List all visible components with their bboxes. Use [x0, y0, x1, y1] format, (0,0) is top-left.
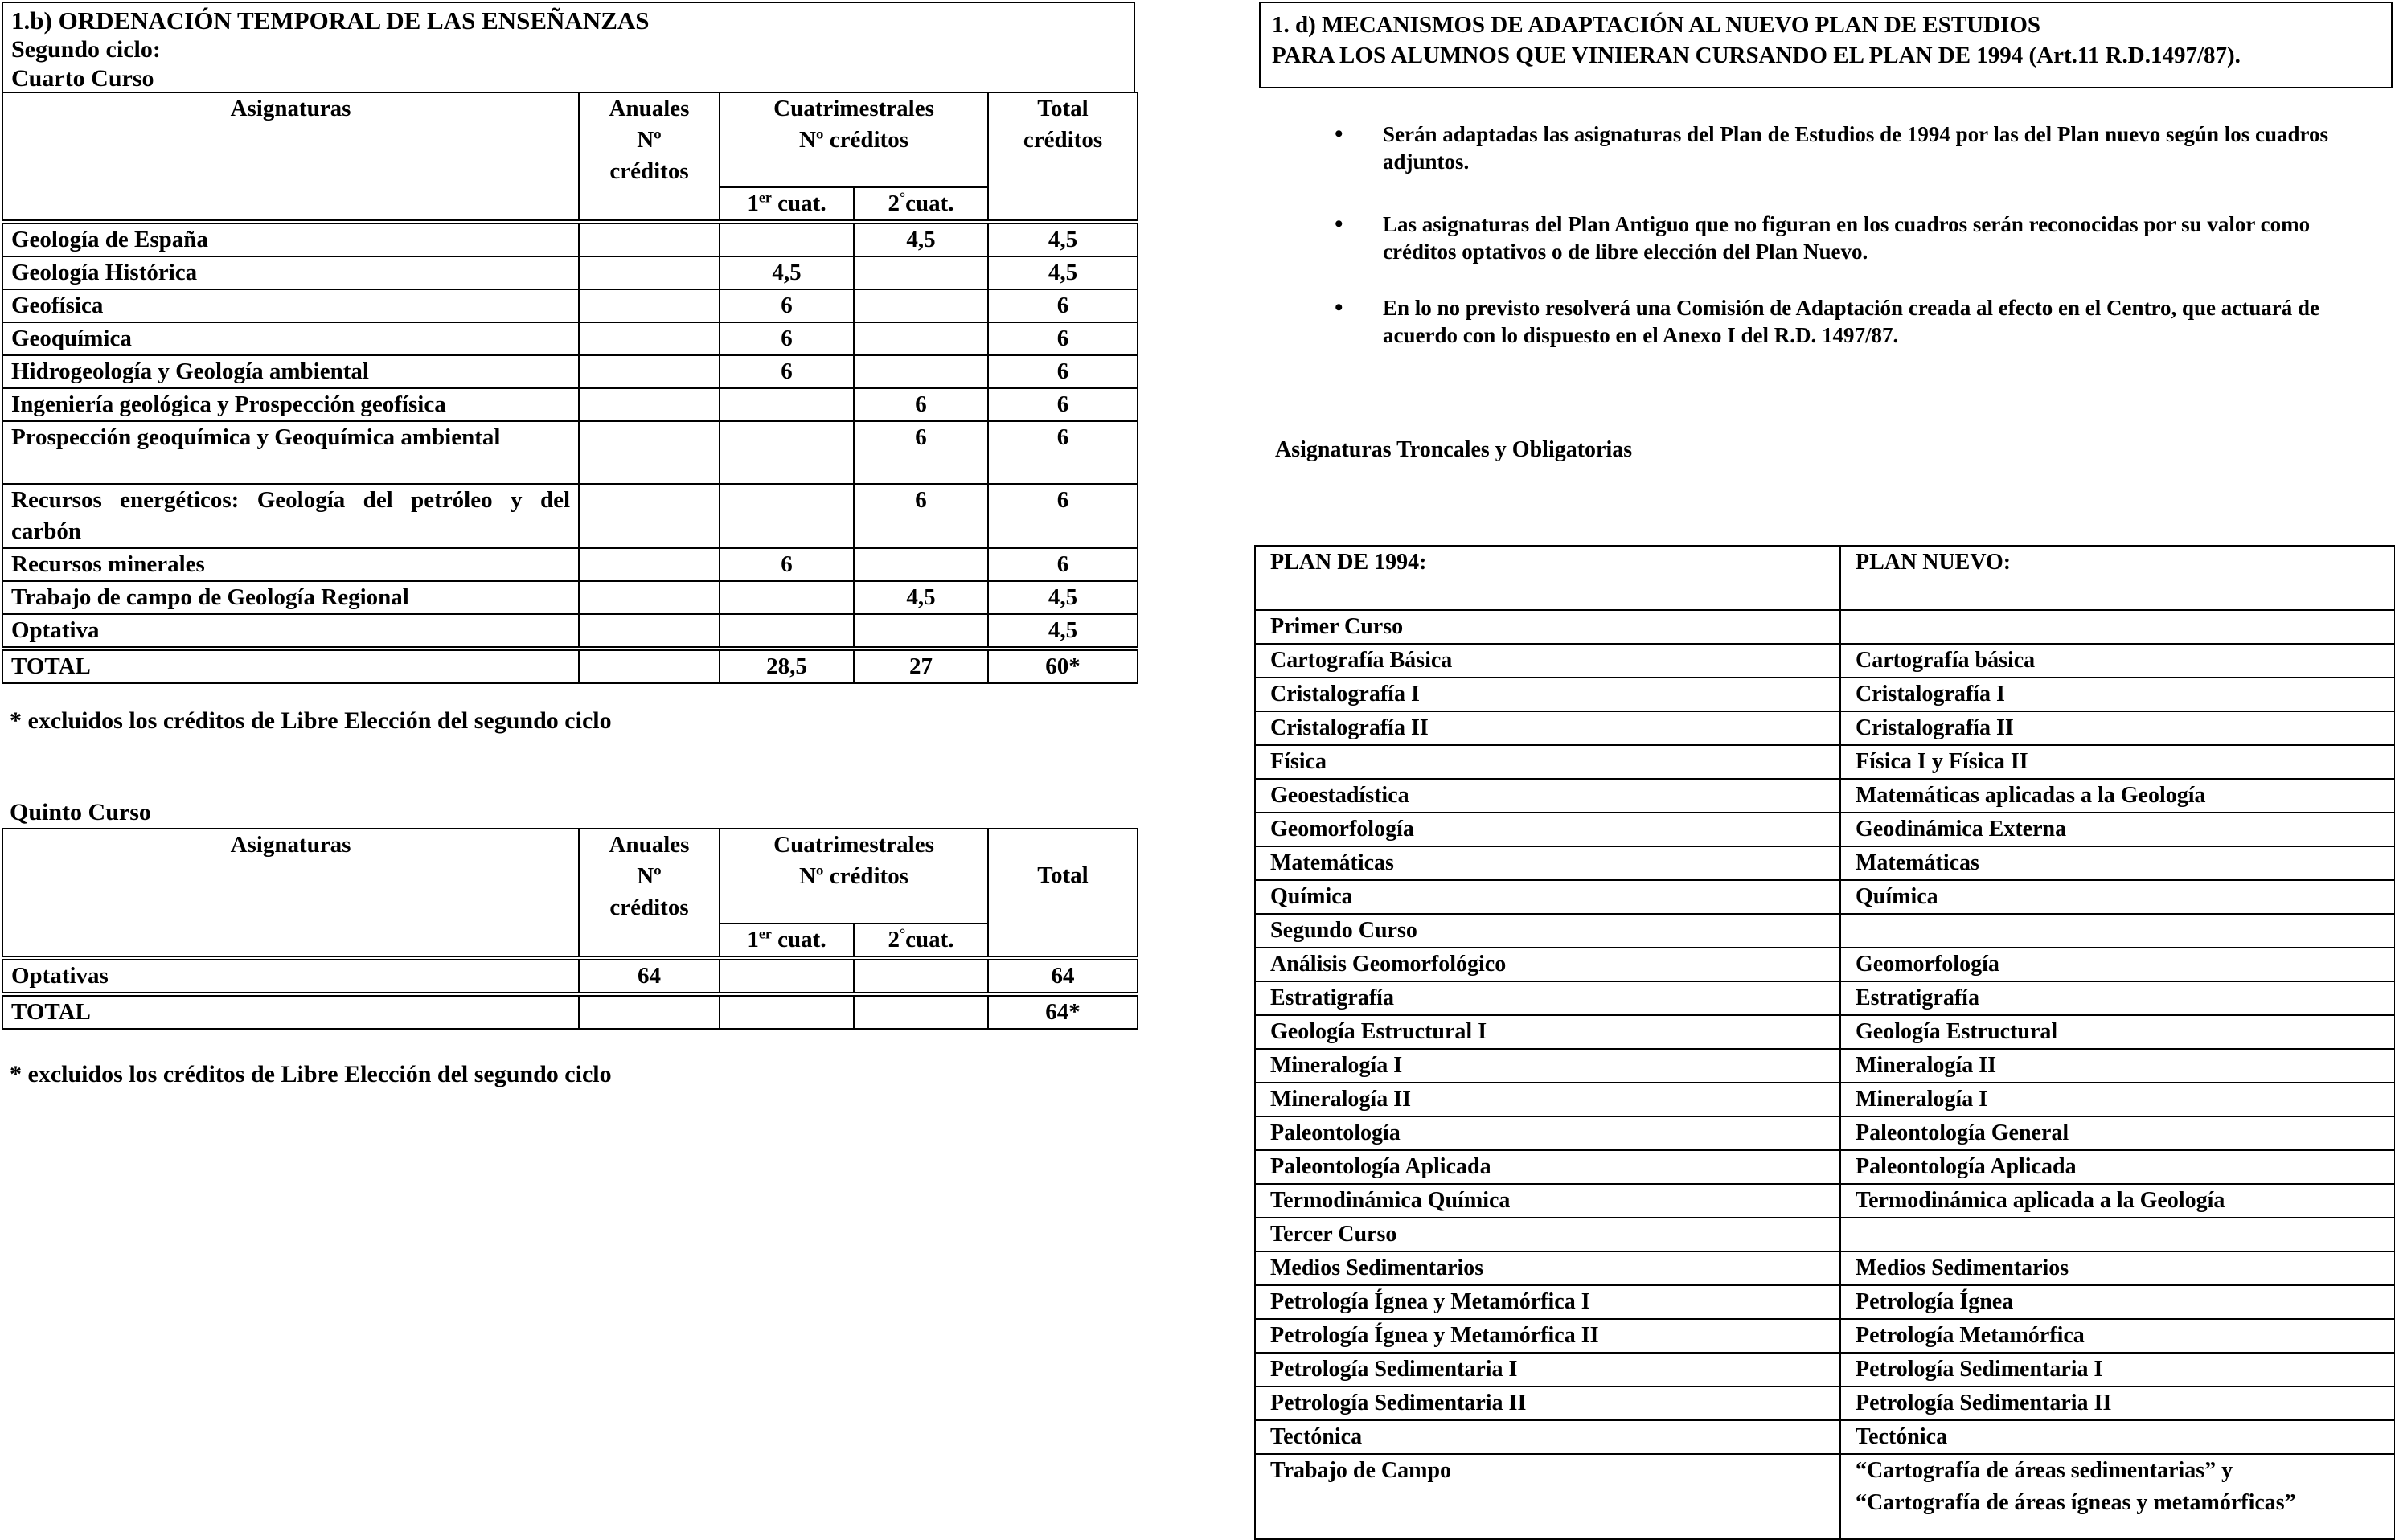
anual-cell: [579, 289, 720, 322]
col-header-total: Total: [988, 829, 1138, 958]
anual-cell: 64: [579, 958, 720, 994]
total-label: TOTAL: [2, 649, 579, 683]
c2-cell: [854, 548, 988, 581]
col-header-asignaturas: Asignaturas: [2, 92, 579, 222]
subject-cell: Trabajo de campo de Geología Regional: [2, 581, 579, 614]
table-row: [2, 388, 1138, 421]
anual-cell: [579, 581, 720, 614]
new-subject: Física I y Física II: [1840, 745, 2395, 779]
table-row: [1255, 1420, 2395, 1454]
col-header-cuatrimestrales: Cuatrimestrales Nº créditos: [720, 829, 988, 924]
total-c1: 28,5: [720, 649, 854, 683]
new-subject: Geodinámica Externa: [1840, 813, 2395, 846]
bullet-dot-icon: •: [1335, 211, 1343, 237]
old-subject: Geomorfología: [1255, 813, 1840, 846]
c1-cell: [720, 958, 854, 994]
total-cell: 4,5: [988, 222, 1138, 256]
table-row: [2, 548, 1138, 581]
c2-cell: 6: [854, 421, 988, 484]
new-subject: Paleontología Aplicada: [1840, 1150, 2395, 1184]
old-subject: Cristalografía I: [1255, 678, 1840, 711]
new-subject: Química: [1840, 880, 2395, 914]
section-title: 1.b) ORDENACIÓN TEMPORAL DE LAS ENSEÑANZAS: [11, 6, 650, 35]
new-subject: Matemáticas: [1840, 846, 2395, 880]
total-cell: 6: [988, 421, 1138, 484]
table-row: [2, 614, 1138, 649]
col-header-anuales: Anuales Nº créditos: [579, 92, 720, 222]
c1-cell: [720, 222, 854, 256]
c1-cell: [720, 581, 854, 614]
old-subject: Primer Curso: [1255, 610, 1840, 644]
section-title-line1: 1. d) MECANISMOS DE ADAPTACIÓN AL NUEVO PLAN DE ESTUDIOS: [1272, 12, 2041, 38]
bullet-3: • En lo no previsto resolverá una Comisión de Adaptación creada al efecto en el Centro, que actuará de acuerdo con lo dispuesto en el Anexo I del R.D. 1497/87.: [1335, 294, 2319, 347]
quinto-curso-table: [2, 828, 1138, 1030]
table-row: [1255, 1184, 2395, 1218]
new-subject: Mineralogía II: [1840, 1049, 2395, 1083]
new-subject: Matemáticas aplicadas a la Geología: [1840, 779, 2395, 813]
new-subject: Petrología Sedimentaria I: [1840, 1353, 2395, 1386]
new-subject: Estratigrafía: [1840, 981, 2395, 1015]
c1-cell: 4,5: [720, 256, 854, 289]
subject-cell: Geología Histórica: [2, 256, 579, 289]
total-cell: 4,5: [988, 581, 1138, 614]
bullet-dot-icon: •: [1335, 294, 1343, 321]
table-row: [1255, 1116, 2395, 1150]
new-subject: “Cartografía de áreas sedimentarias” y “Cartografía de áreas ígneas y metamórficas”: [1840, 1454, 2395, 1539]
table-row: [2, 256, 1138, 289]
old-subject: Trabajo de Campo: [1255, 1454, 1840, 1539]
old-subject: Estratigrafía: [1255, 981, 1840, 1015]
old-subject: Petrología Sedimentaria II: [1255, 1386, 1840, 1420]
new-subject: Geología Estructural: [1840, 1015, 2395, 1049]
table-row: [1255, 846, 2395, 880]
adaptation-table: [1254, 545, 2395, 1540]
table-row: [1255, 1353, 2395, 1386]
table-row: [2, 581, 1138, 614]
new-subject: Cartografía básica: [1840, 644, 2395, 678]
c2-cell: [854, 322, 988, 355]
new-subject: Geomorfología: [1840, 948, 2395, 981]
table-row: [1255, 1386, 2395, 1420]
table-row: [1255, 948, 2395, 981]
total-total: 64*: [988, 994, 1138, 1029]
table-row: [1255, 1218, 2395, 1251]
bullet-2: • Las asignaturas del Plan Antiguo que no figuran en los cuadros serán reconocidas por su valor como créditos optativos o de libre elección del Plan Nuevo.: [1335, 211, 2311, 264]
c2-cell: 6: [854, 484, 988, 548]
table-row: [1255, 745, 2395, 779]
c1-cell: 6: [720, 355, 854, 388]
new-subject: Petrología Sedimentaria II: [1840, 1386, 2395, 1420]
new-subject: Petrología Ígnea: [1840, 1285, 2395, 1319]
table-row: [1255, 1049, 2395, 1083]
subject-cell: Recursos minerales: [2, 548, 579, 581]
subject-cell: Geología de España: [2, 222, 579, 256]
anual-cell: [579, 322, 720, 355]
c1-cell: 6: [720, 548, 854, 581]
table-row: [1255, 1454, 2395, 1539]
anual-cell: [579, 421, 720, 484]
footnote-4: * excluidos los créditos de Libre Elección del segundo ciclo: [10, 707, 612, 734]
total-cell: 6: [988, 388, 1138, 421]
old-subject: Petrología Ígnea y Metamórfica II: [1255, 1319, 1840, 1353]
table-row: [1255, 981, 2395, 1015]
anual-cell: [579, 222, 720, 256]
cuarto-curso-table: [2, 92, 1138, 684]
table-row: [1255, 610, 2395, 644]
old-subject: Mineralogía I: [1255, 1049, 1840, 1083]
c1-cell: [720, 388, 854, 421]
col-header-anuales: Anuales Nº créditos: [579, 829, 720, 958]
old-subject: Geología Estructural I: [1255, 1015, 1840, 1049]
c1-cell: 6: [720, 322, 854, 355]
total-cell: 6: [988, 548, 1138, 581]
old-subject: Matemáticas: [1255, 846, 1840, 880]
section-1b-header: [2, 2, 1135, 92]
table-row: [2, 355, 1138, 388]
old-subject: Tercer Curso: [1255, 1218, 1840, 1251]
bullet-dot-icon: •: [1335, 121, 1343, 147]
anual-cell: [579, 355, 720, 388]
table-row: [2, 421, 1138, 484]
total-cell: 4,5: [988, 614, 1138, 649]
col-header-total: Total créditos: [988, 92, 1138, 222]
new-subject: Tectónica: [1840, 1420, 2395, 1454]
table-row: [1255, 1319, 2395, 1353]
table-row: [1255, 644, 2395, 678]
table-row: [1255, 914, 2395, 948]
c2-cell: 6: [854, 388, 988, 421]
subject-cell: Recursos energéticos: Geología del petróleo y del carbón: [2, 484, 579, 548]
old-subject: Química: [1255, 880, 1840, 914]
c1-cell: [720, 614, 854, 649]
new-subject: Medios Sedimentarios: [1840, 1251, 2395, 1285]
old-subject: Mineralogía II: [1255, 1083, 1840, 1116]
anual-cell: [579, 484, 720, 548]
new-subject: [1840, 914, 2395, 948]
section-title-line2: PARA LOS ALUMNOS QUE VINIERAN CURSANDO EL PLAN DE 1994 (Art.11 R.D.1497/87).: [1272, 43, 2241, 68]
total-c1: [720, 994, 854, 1029]
c2-cell: [854, 256, 988, 289]
old-subject: Petrología Ígnea y Metamórfica I: [1255, 1285, 1840, 1319]
total-anual: [579, 994, 720, 1029]
subject-cell: Ingeniería geológica y Prospección geofísica: [2, 388, 579, 421]
subject-cell: Hidrogeología y Geología ambiental: [2, 355, 579, 388]
table-row: [2, 958, 1138, 994]
c2-cell: 4,5: [854, 581, 988, 614]
old-subject: Segundo Curso: [1255, 914, 1840, 948]
subject-cell: Prospección geoquímica y Geoquímica ambiental: [2, 421, 579, 484]
total-cell: 6: [988, 484, 1138, 548]
total-total: 60*: [988, 649, 1138, 683]
total-cell: 6: [988, 289, 1138, 322]
total-c2: [854, 994, 988, 1029]
new-subject: Mineralogía I: [1840, 1083, 2395, 1116]
col-header-2-cuat: 2°cuat.: [854, 924, 988, 958]
subject-cell: Optativas: [2, 958, 579, 994]
col-header-cuatrimestrales: Cuatrimestrales Nº créditos: [720, 92, 988, 187]
c2-cell: [854, 614, 988, 649]
col-header-plan-1994: PLAN DE 1994:: [1255, 546, 1840, 610]
c1-cell: [720, 421, 854, 484]
total-cell: 64: [988, 958, 1138, 994]
col-header-2-cuat: 2°cuat.: [854, 187, 988, 222]
new-subject: [1840, 1218, 2395, 1251]
bullet-1: • Serán adaptadas las asignaturas del Plan de Estudios de 1994 por las del Plan nuevo según los cuadros adjuntos.: [1335, 121, 2328, 174]
c2-cell: [854, 958, 988, 994]
c2-cell: 4,5: [854, 222, 988, 256]
total-row: [2, 994, 1138, 1029]
section-label-troncales: Asignaturas Troncales y Obligatorias: [1275, 437, 1633, 462]
old-subject: Paleontología Aplicada: [1255, 1150, 1840, 1184]
old-subject: Cartografía Básica: [1255, 644, 1840, 678]
old-subject: Física: [1255, 745, 1840, 779]
new-subject: Paleontología General: [1840, 1116, 2395, 1150]
old-subject: Tectónica: [1255, 1420, 1840, 1454]
table-row: [1255, 1083, 2395, 1116]
table-row: [1255, 880, 2395, 914]
table-row: [2, 322, 1138, 355]
section-1d-header: [1259, 2, 2393, 88]
table-row: [1255, 813, 2395, 846]
total-cell: 4,5: [988, 256, 1138, 289]
c2-cell: [854, 355, 988, 388]
anual-cell: [579, 548, 720, 581]
col-header-plan-nuevo: PLAN NUEVO:: [1840, 546, 2395, 610]
anual-cell: [579, 256, 720, 289]
total-anual: [579, 649, 720, 683]
table-row: [1255, 1251, 2395, 1285]
col-header-1er-cuat: 1er cuat.: [720, 187, 854, 222]
new-subject: Cristalografía II: [1840, 711, 2395, 745]
subject-cell: Geofísica: [2, 289, 579, 322]
total-label: TOTAL: [2, 994, 579, 1029]
new-subject: Termodinámica aplicada a la Geología: [1840, 1184, 2395, 1218]
new-subject: Petrología Metamórfica: [1840, 1319, 2395, 1353]
c1-cell: [720, 484, 854, 548]
total-row: [2, 649, 1138, 683]
table-row: [2, 484, 1138, 548]
course-4-label: Cuarto Curso: [11, 65, 154, 92]
old-subject: Petrología Sedimentaria I: [1255, 1353, 1840, 1386]
c2-cell: [854, 289, 988, 322]
new-subject: Cristalografía I: [1840, 678, 2395, 711]
table-row: [2, 222, 1138, 256]
old-subject: Análisis Geomorfológico: [1255, 948, 1840, 981]
course-5-label: Quinto Curso: [10, 799, 151, 825]
col-header-1er-cuat: 1er cuat.: [720, 924, 854, 958]
new-subject: [1840, 610, 2395, 644]
table-row: [1255, 1150, 2395, 1184]
subject-cell: Optativa: [2, 614, 579, 649]
table-row: [1255, 1015, 2395, 1049]
old-subject: Geoestadística: [1255, 779, 1840, 813]
cycle-label: Segundo ciclo:: [11, 36, 161, 63]
subject-cell: Geoquímica: [2, 322, 579, 355]
old-subject: Medios Sedimentarios: [1255, 1251, 1840, 1285]
old-subject: Termodinámica Química: [1255, 1184, 1840, 1218]
col-header-asignaturas: Asignaturas: [2, 829, 579, 958]
anual-cell: [579, 614, 720, 649]
table-row: [2, 289, 1138, 322]
anual-cell: [579, 388, 720, 421]
total-c2: 27: [854, 649, 988, 683]
total-cell: 6: [988, 322, 1138, 355]
table-row: [1255, 1285, 2395, 1319]
total-cell: 6: [988, 355, 1138, 388]
old-subject: Cristalografía II: [1255, 711, 1840, 745]
c1-cell: 6: [720, 289, 854, 322]
table-row: [1255, 678, 2395, 711]
table-row: [1255, 711, 2395, 745]
old-subject: Paleontología: [1255, 1116, 1840, 1150]
footnote-5: * excluidos los créditos de Libre Elección del segundo ciclo: [10, 1061, 612, 1087]
table-row: [1255, 779, 2395, 813]
